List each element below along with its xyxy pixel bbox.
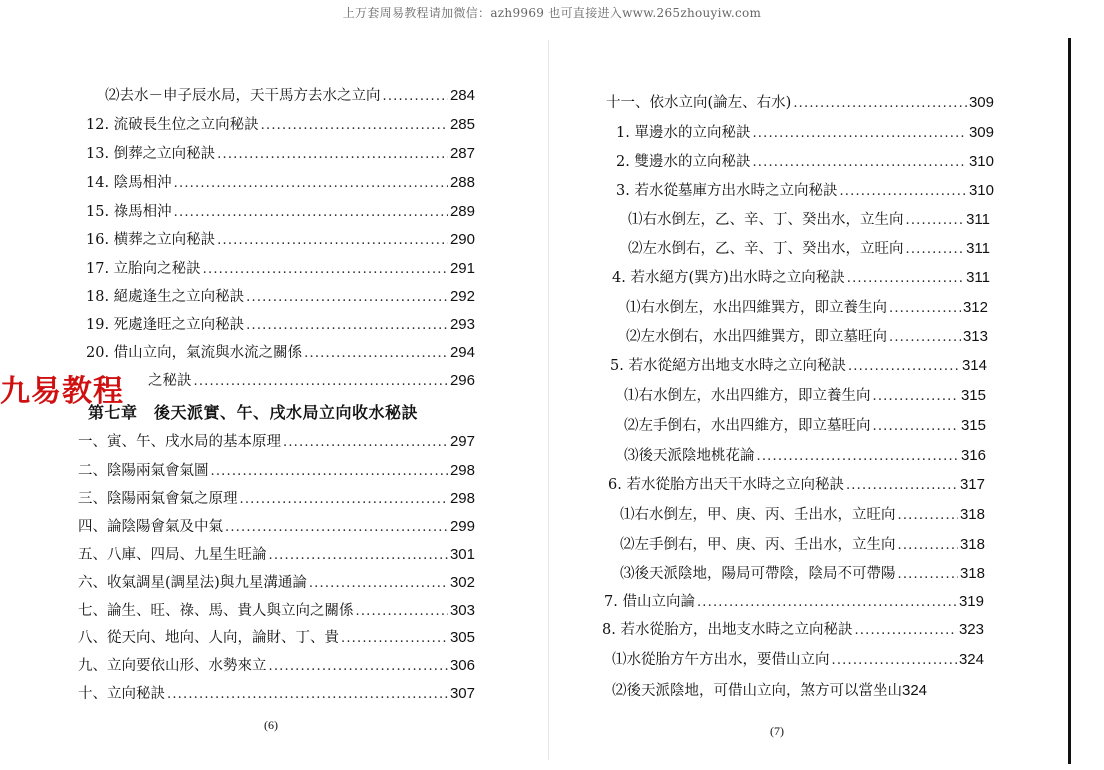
dot-leader [383, 88, 448, 106]
dot-leader [356, 603, 448, 621]
toc-title: 15. 祿馬相沖 [86, 204, 172, 220]
toc-entry[interactable] [624, 387, 986, 406]
page-number-right: (7) [770, 724, 784, 738]
toc-title: 17. 立胎向之秘訣 [86, 261, 201, 277]
dot-leader [246, 289, 448, 307]
toc-entry[interactable] [612, 682, 984, 700]
dot-leader [854, 622, 957, 640]
dot-leader [752, 125, 967, 143]
toc-title: 13. 倒葬之立向秘訣 [86, 146, 216, 162]
dot-leader [848, 358, 960, 376]
toc-title: ⑵左手倒右，水出四維方，即立墓旺向 [624, 418, 871, 434]
toc-title: ⑴右水倒左，乙、辛、丁、癸出水，立生向 [628, 212, 904, 228]
dot-leader [846, 477, 958, 495]
dot-leader [211, 463, 448, 481]
toc-entry[interactable] [86, 231, 475, 250]
toc-entry[interactable] [620, 506, 985, 525]
toc-title: 五、八庫、四局、九星生旺論 [78, 547, 267, 563]
toc-title: 8. 若水從胎方，出地支水時之立向秘訣 [602, 622, 853, 638]
toc-page-number: 299 [449, 518, 475, 535]
toc-entry[interactable] [86, 288, 475, 307]
page-edge-shadow [1068, 38, 1071, 764]
dot-leader [283, 434, 448, 452]
toc-page-number: 287 [449, 145, 475, 162]
dot-leader [906, 241, 965, 259]
toc-page-number: 303 [449, 602, 475, 619]
dot-leader [167, 686, 448, 704]
page-number-left: (6) [264, 718, 278, 732]
toc-entry[interactable] [626, 328, 988, 347]
toc-page-number: 324 [958, 651, 984, 668]
toc-entry[interactable] [78, 657, 475, 676]
book-gutter [548, 40, 549, 760]
toc-entry[interactable] [78, 462, 475, 481]
toc-entry[interactable] [86, 316, 475, 335]
toc-page-number: 292 [449, 288, 475, 305]
dot-leader [174, 175, 448, 193]
toc-title: 之秘訣 [148, 373, 192, 389]
dot-leader [793, 95, 967, 113]
toc-entry[interactable] [86, 174, 475, 193]
dot-leader [261, 117, 448, 135]
toc-title: ⑴右水倒左，水出四維巽方，即立養生向 [626, 300, 887, 316]
dot-leader [757, 448, 959, 466]
toc-entry[interactable] [86, 344, 475, 363]
toc-entry[interactable] [78, 685, 475, 704]
toc-page-number: 309 [968, 124, 994, 141]
dot-leader [246, 317, 448, 335]
toc-page-number: 294 [449, 344, 475, 361]
toc-page-number: 288 [449, 174, 475, 191]
toc-page-number: 313 [962, 328, 988, 345]
dot-leader [309, 575, 448, 593]
dot-leader [269, 658, 448, 676]
toc-entry[interactable] [78, 629, 475, 648]
toc-entry[interactable] [148, 372, 475, 391]
toc-title: 19. 死處逢旺之立向秘訣 [86, 317, 245, 333]
dot-leader [839, 183, 967, 201]
toc-title: 三、陰陽兩氣會氣之原理 [78, 491, 238, 507]
toc-entry[interactable] [616, 182, 994, 201]
chapter-title: 第七章 後天派實、午、戌水局立向收水秘訣 [88, 403, 419, 422]
toc-page-number: 314 [961, 357, 987, 374]
dot-leader [697, 594, 957, 612]
toc-title: 20. 借山立向，氣流與水流之關係 [86, 345, 303, 361]
toc-title: 7. 借山立向論 [604, 594, 695, 610]
toc-entry[interactable] [86, 145, 475, 164]
dot-leader [203, 261, 448, 279]
toc-page-number: 297 [449, 433, 475, 450]
toc-entry[interactable] [606, 94, 994, 113]
toc-title: 1. 單邊水的立向秘訣 [616, 125, 751, 141]
toc-title: 二、陰陽兩氣會氣圖 [78, 463, 209, 479]
toc-title: 十一、依水立向(論左、右水) [606, 95, 792, 111]
toc-title: ⑴右水倒左，水出四維方，即立養生向 [624, 388, 871, 404]
toc-entry[interactable] [86, 203, 475, 222]
toc-entry[interactable] [604, 593, 984, 612]
toc-page-number: 318 [959, 506, 985, 523]
toc-page-number: 305 [449, 629, 475, 646]
toc-entry[interactable] [628, 211, 990, 230]
toc-entry[interactable] [78, 433, 475, 452]
toc-page-number: 291 [449, 260, 475, 277]
dot-leader [898, 507, 958, 525]
toc-title: 六、收氣調星(調星法)與九星溝通論 [78, 575, 307, 591]
toc-page-number: 310 [968, 182, 994, 199]
toc-entry[interactable] [78, 574, 475, 593]
toc-title: 十、立向秘訣 [78, 686, 165, 702]
toc-entry[interactable] [78, 546, 475, 565]
toc-page-number: 311 [966, 211, 990, 228]
toc-page-number: 296 [449, 372, 475, 389]
toc-page-number: 317 [959, 476, 985, 493]
toc-page-number: 311 [966, 240, 990, 257]
toc-entry[interactable] [624, 447, 986, 466]
toc-page-number: 302 [449, 574, 475, 591]
dot-leader [304, 345, 448, 363]
toc-page-number: 293 [449, 316, 475, 333]
toc-entry[interactable] [616, 153, 994, 172]
toc-page-number: 315 [960, 417, 986, 434]
toc-title: ⑵後天派陰地，可借山立向，煞方可以當坐山 [612, 683, 902, 699]
dot-leader [873, 388, 959, 406]
toc-entry[interactable] [616, 124, 994, 143]
dot-leader [240, 491, 448, 509]
dot-leader [217, 146, 448, 164]
toc-entry[interactable] [86, 260, 475, 279]
toc-entry[interactable] [626, 299, 988, 318]
toc-entry[interactable] [78, 490, 475, 509]
toc-title: ⑵左水倒右，水出四維巽方，即立墓旺向 [626, 329, 887, 345]
toc-title: 18. 絕處逢生之立向秘訣 [86, 289, 245, 305]
toc-title: 16. 横葬之立向秘訣 [86, 232, 216, 248]
dot-leader [847, 270, 964, 288]
toc-page-number: 284 [449, 87, 475, 104]
toc-entry[interactable] [78, 518, 475, 537]
toc-page-number: 311 [966, 269, 990, 286]
toc-title: 九、立向要依山形、水勢來立 [78, 658, 267, 674]
dot-leader [341, 630, 448, 648]
toc-title: ⑵左手倒右，甲、庚、丙、壬出水，立生向 [620, 537, 896, 553]
toc-entry[interactable] [602, 621, 984, 640]
dot-leader [269, 547, 448, 565]
dot-leader [873, 418, 959, 436]
toc-page-number: 306 [449, 657, 475, 674]
toc-title: 12. 流破長生位之立向秘訣 [86, 117, 259, 133]
dot-leader [217, 232, 448, 250]
toc-page-number: 290 [449, 231, 475, 248]
toc-title: 一、寅、午、戌水局的基本原理 [78, 434, 281, 450]
toc-page-number: 298 [449, 490, 475, 507]
dot-leader [832, 652, 957, 670]
dot-leader [194, 373, 448, 391]
toc-title: 14. 陰馬相沖 [86, 175, 172, 191]
dot-leader [898, 566, 958, 584]
toc-title: 四、論陰陽會氣及中氣 [78, 519, 223, 535]
watermark-banner: 上万套周易教程请加微信：azh9969 也可直接进入www.265zhouyiw.com [342, 6, 762, 20]
toc-entry[interactable] [620, 536, 985, 555]
toc-page-number: 316 [960, 447, 986, 464]
dot-leader [889, 329, 961, 347]
toc-page-number: 324 [902, 682, 928, 699]
toc-entry[interactable] [86, 116, 475, 135]
toc-title: ⑴水從胎方午方出水，要借山立向 [612, 652, 830, 668]
toc-entry[interactable] [620, 565, 985, 584]
toc-title: ⑴右水倒左，甲、庚、丙、壬出水，立旺向 [620, 507, 896, 523]
toc-entry[interactable] [612, 269, 990, 288]
toc-title: 4. 若水絕方(巽方)出水時之立向秘訣 [612, 270, 845, 286]
toc-entry[interactable] [105, 87, 475, 106]
toc-page-number: 315 [960, 387, 986, 404]
toc-title: 七、論生、旺、祿、馬、貴人與立向之關係 [78, 603, 354, 619]
right-page [590, 0, 1104, 770]
chapter-heading[interactable] [88, 404, 480, 422]
toc-page-number: 318 [959, 565, 985, 582]
watermark-logo: 九易教程 [0, 374, 124, 409]
toc-entry[interactable] [628, 240, 990, 259]
dot-leader [889, 300, 961, 318]
dot-leader [174, 204, 448, 222]
toc-entry[interactable] [624, 417, 986, 436]
toc-entry[interactable] [610, 357, 987, 376]
toc-page-number: 309 [968, 94, 994, 111]
toc-page-number: 323 [958, 621, 984, 638]
toc-entry[interactable] [608, 476, 985, 495]
toc-page-number: 298 [449, 462, 475, 479]
dot-leader [752, 154, 967, 172]
dot-leader [898, 537, 958, 555]
toc-title: 3. 若水從墓庫方出水時之立向秘訣 [616, 183, 838, 199]
toc-page-number: 312 [962, 299, 988, 316]
toc-title: 2. 雙邊水的立向秘訣 [616, 154, 751, 170]
toc-entry[interactable] [78, 602, 475, 621]
toc-page-number: 319 [958, 593, 984, 610]
toc-page-number: 310 [968, 153, 994, 170]
toc-page-number: 289 [449, 203, 475, 220]
toc-title: 5. 若水從絕方出地支水時之立向秘訣 [610, 358, 846, 374]
toc-title: ⑶後天派陰地桃花論 [624, 448, 755, 464]
toc-title: ⑵左水倒右，乙、辛、丁、癸出水，立旺向 [628, 241, 904, 257]
toc-entry[interactable] [612, 651, 984, 670]
toc-page-number: 285 [449, 116, 475, 133]
toc-page-number: 307 [449, 685, 475, 702]
toc-title: ⑵去水－申子辰水局，天干馬方去水之立向 [105, 88, 381, 104]
toc-title: 八、從天向、地向、人向，論財、丁、貴 [78, 630, 339, 646]
toc-title: 6. 若水從胎方出天干水時之立向秘訣 [608, 477, 844, 493]
toc-title: ⑶後天派陰地，陽局可帶陰，陰局不可帶陽 [620, 566, 896, 582]
dot-leader [906, 212, 965, 230]
toc-page-number: 301 [449, 546, 475, 563]
toc-page-number: 318 [959, 536, 985, 553]
dot-leader [225, 519, 448, 537]
